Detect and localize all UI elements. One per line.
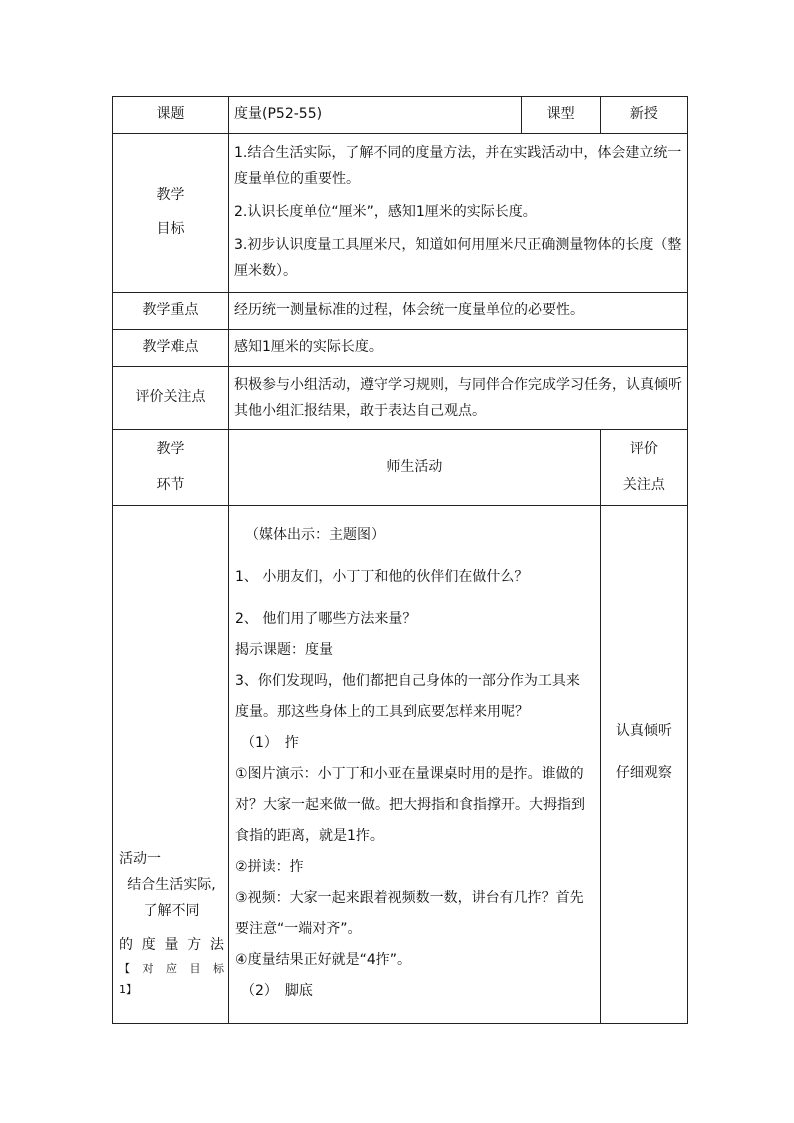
content-line: 揭示课题：度量 [235, 642, 334, 658]
eval-header [600, 430, 687, 506]
key-points-row [113, 293, 688, 330]
activity1-eval [600, 506, 687, 1024]
content-line: 3、你们发现吗，他们都把自己身体的一部分作为工具来度量。那这些身体上的工具到底要怎样来用呢？ [235, 673, 580, 720]
evaluation-text: 积极参与小组活动，遵守学习规则，与同伴合作完成学习任务，认真倾听其他小组汇报结果，敢于表达自己观点。 [229, 367, 688, 430]
activity1-stage [113, 506, 229, 1024]
objectives-label [113, 134, 229, 293]
activity1-desc-line3: 的度量方法 [119, 937, 225, 953]
stage-header-line1: 教学 [156, 440, 185, 457]
content-line: （1） 拃 [241, 735, 299, 751]
difficulties-row [113, 330, 688, 367]
evaluation-row [113, 367, 688, 430]
objective-item: 2.认识长度单位“厘米”，感知1厘米的实际长度。 [234, 204, 537, 220]
stage-header-line2: 环节 [156, 476, 185, 493]
key-points-label: 教学重点 [113, 293, 229, 330]
objectives-label-line1: 教学 [156, 187, 185, 204]
activity1-desc-line1: 结合生活实际, [127, 877, 216, 893]
activity1-eval-line2: 仔细观察 [615, 765, 672, 781]
content-line: ①图片演示：小丁丁和小亚在量课桌时用的是拃。谁做的对？大家一起来做一做。把大拇指和食指撑开。大拇指到食指的距离，就是1拃。 [235, 766, 586, 844]
content-line: ④度量结果正好就是“4拃”。 [235, 952, 411, 968]
eval-header-line2: 关注点 [622, 476, 665, 493]
activity1-row [113, 506, 688, 1024]
activity-header-row [113, 430, 688, 506]
activity1-target-line2: 1】 [119, 983, 137, 996]
content-line: ③视频：大家一起来跟着视频数一数，讲台有几拃？首先要注意“一端对齐”。 [235, 890, 584, 937]
stage-header [113, 430, 229, 506]
eval-header-line1: 评价 [629, 440, 658, 457]
objectives-row [113, 134, 688, 293]
content-line: 1、 小朋友们，小丁丁和他的伙伴们在做什么？ [235, 569, 529, 585]
content-line: 2、 他们用了哪些方法来量？ [235, 611, 417, 627]
activity-header: 师生活动 [229, 430, 601, 506]
activity1-desc-line2: 了解不同 [143, 903, 200, 919]
type-label: 课型 [521, 97, 600, 134]
content-line: ②拼读：拃 [235, 859, 304, 875]
lesson-plan-table [112, 96, 688, 1024]
subject-label: 课题 [113, 97, 229, 134]
objectives-content [229, 134, 688, 293]
activity1-content [229, 506, 601, 1024]
content-line: （媒体出示：主题图） [245, 527, 386, 543]
activity1-target-line1: 【对应目标 [119, 962, 225, 975]
evaluation-label: 评价关注点 [113, 367, 229, 430]
key-points-text: 经历统一测量标准的过程，体会统一度量单位的必要性。 [229, 293, 688, 330]
subject-value: 度量(P52-55) [229, 97, 522, 134]
content-line: （2） 脚底 [241, 983, 313, 999]
activity1-title: 活动一 [119, 851, 161, 867]
type-value: 新授 [600, 97, 687, 134]
activity1-eval-line1: 认真倾听 [615, 723, 672, 739]
objective-item: 3.初步认识度量工具厘米尺，知道如何用厘米尺正确测量物体的长度（整厘米数）。 [234, 237, 682, 279]
header-row [113, 97, 688, 134]
objectives-label-line2: 目标 [156, 221, 185, 237]
difficulties-text: 感知1厘米的实际长度。 [229, 330, 688, 367]
difficulties-label: 教学难点 [113, 330, 229, 367]
objective-item: 1.结合生活实际，了解不同的度量方法，并在实践活动中，体会建立统一度量单位的重要性。 [234, 145, 682, 187]
